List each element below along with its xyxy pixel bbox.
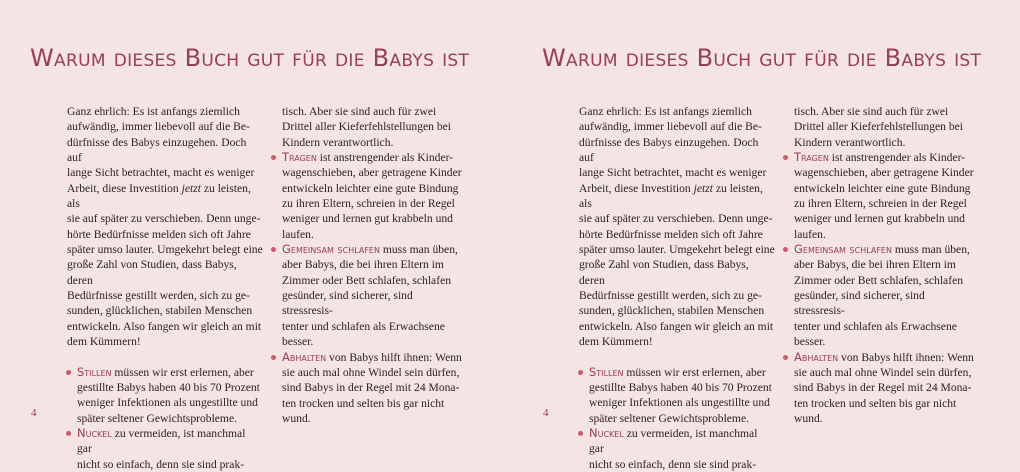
- bullet-dot-icon: [66, 431, 71, 436]
- emphasis-jetzt: jetzt: [693, 181, 713, 195]
- page-number: 4: [543, 407, 549, 419]
- bullet-list: [67, 365, 263, 472]
- bullet-dot-icon: [271, 155, 276, 160]
- left-page: [0, 0, 490, 471]
- bullet-keyword: Gemeinsam schlafen: [282, 242, 380, 257]
- bullet-list: [784, 150, 976, 426]
- bullet-item-nuckel: Nuckel zu vermeiden, ist manchmal gar nicht so einfach, denn sie sind prak-: [579, 426, 775, 472]
- page-title: Warum dieses Buch gut für die Babys ist: [542, 44, 982, 72]
- bullet-dot-icon: [783, 155, 788, 160]
- bullet-keyword: Gemeinsam schlafen: [794, 242, 892, 257]
- bullet-keyword: Abhalten: [282, 349, 327, 364]
- column-2: [272, 104, 464, 426]
- emphasis-jetzt: jetzt: [181, 181, 201, 195]
- bullet-item-abhalten: Abhalten von Babys hilft ihnen: Wenn sie auch mal ohne Windel sein dürfen, sind Babys in der Regel mit 24 Mona- ten trocken und selten bis gar nicht wund.: [784, 350, 976, 427]
- bullet-item-stillen: Stillen müssen wir erst erlernen, aber gestillte Babys haben 40 bis 70 Prozent weniger Infektionen als ungestillte und später seltener Gewichtsprobleme.: [67, 365, 263, 426]
- bullet-keyword: Nuckel: [77, 425, 112, 440]
- bullet-item-tragen: Tragen ist anstrengender als Kinder- wagenschieben, aber getragene Kinder entwickeln leichter eine gute Bindung zu ihren Eltern, schreien in der Regel weniger und lernen gut krabbeln und laufen.: [784, 150, 976, 242]
- intro-paragraph: Ganz ehrlich: Es ist anfangs ziemlich aufwändig, immer liebevoll auf die Be- dürfnisse des Babys einzugehen. Doch auf lange Sicht betrachtet, macht es weniger Arbeit, diese Investition jetzt zu leisten, als sie auf später zu verschieben. Denn unge- hörte Bedürfnisse melden sich oft Jahre später umso lauter. Umgekehrt belegt eine große Zahl von Studien, dass Babys, deren Bedürfnisse gestillt werden, sich zu ge- sunden, glücklichen, stabilen Menschen entwickeln. Also fangen wir gleich an mit dem Kümmern!: [579, 105, 775, 349]
- bullet-item-nuckel: Nuckel zu vermeiden, ist manchmal gar nicht so einfach, denn sie sind prak-: [67, 426, 263, 472]
- continuation-paragraph: tisch. Aber sie sind auch für zwei Drittel aller Kieferfehlstellungen bei Kindern verantwortlich.: [282, 105, 452, 149]
- bullet-dot-icon: [578, 370, 583, 375]
- bullet-item-abhalten: Abhalten von Babys hilft ihnen: Wenn sie auch mal ohne Windel sein dürfen, sind Babys in der Regel mit 24 Mona- ten trocken und selten bis gar nicht wund.: [272, 350, 464, 427]
- bullet-dot-icon: [578, 431, 583, 436]
- bullet-keyword: Nuckel: [589, 425, 624, 440]
- bullet-keyword: Stillen: [589, 364, 624, 379]
- page-title: Warum dieses Buch gut für die Babys ist: [30, 44, 470, 72]
- bullet-keyword: Stillen: [77, 364, 112, 379]
- column-2: [784, 104, 976, 426]
- bullet-dot-icon: [271, 247, 276, 252]
- bullet-dot-icon: [66, 370, 71, 375]
- bullet-keyword: Tragen: [282, 150, 317, 165]
- bullet-keyword: Tragen: [794, 150, 829, 165]
- continuation-paragraph: tisch. Aber sie sind auch für zwei Drittel aller Kieferfehlstellungen bei Kindern verantwortlich.: [794, 105, 964, 149]
- right-page: [512, 0, 1002, 471]
- bullet-item-gemeinsam-schlafen: Gemeinsam schlafen muss man üben, aber Babys, die bei ihren Eltern im Zimmer oder Bett schlafen, schlafen gesünder, sind sicherer, sind stressresis- tenter und schlafen als Erwachsene besser.: [784, 242, 976, 349]
- bullet-item-tragen: Tragen ist anstrengender als Kinder- wagenschieben, aber getragene Kinder entwickeln leichter eine gute Bindung zu ihren Eltern, schreien in der Regel weniger und lernen gut krabbeln und laufen.: [272, 150, 464, 242]
- bullet-keyword: Abhalten: [794, 349, 839, 364]
- bullet-item-gemeinsam-schlafen: Gemeinsam schlafen muss man üben, aber Babys, die bei ihren Eltern im Zimmer oder Bett schlafen, schlafen gesünder, sind sicherer, sind stressresis- tenter und schlafen als Erwachsene besser.: [272, 242, 464, 349]
- column-1: [67, 104, 263, 472]
- intro-paragraph: Ganz ehrlich: Es ist anfangs ziemlich aufwändig, immer liebevoll auf die Be- dürfnisse des Babys einzugehen. Doch auf lange Sicht betrachtet, macht es weniger Arbeit, diese Investition jetzt zu leisten, als sie auf später zu verschieben. Denn unge- hörte Bedürfnisse melden sich oft Jahre später umso lauter. Umgekehrt belegt eine große Zahl von Studien, dass Babys, deren Bedürfnisse gestillt werden, sich zu ge- sunden, glücklichen, stabilen Menschen entwickeln. Also fangen wir gleich an mit dem Kümmern!: [67, 105, 263, 349]
- bullet-item-stillen: Stillen müssen wir erst erlernen, aber gestillte Babys haben 40 bis 70 Prozent weniger Infektionen als ungestillte und später seltener Gewichtsprobleme.: [579, 365, 775, 426]
- bullet-dot-icon: [783, 355, 788, 360]
- bullet-list: [272, 150, 464, 426]
- column-1: [579, 104, 775, 472]
- bullet-dot-icon: [783, 247, 788, 252]
- bullet-list: [579, 365, 775, 472]
- bullet-dot-icon: [271, 355, 276, 360]
- page-number: 4: [31, 407, 37, 419]
